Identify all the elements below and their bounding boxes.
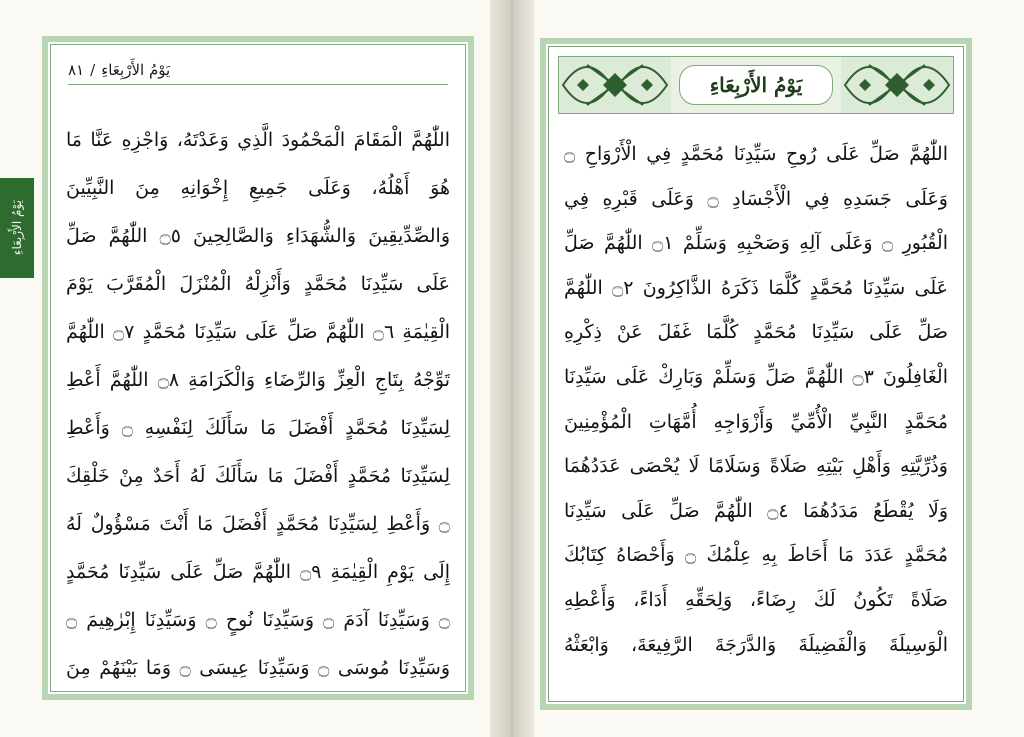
book-gutter: [490, 0, 534, 737]
text-line: صَلَاةً تَكُونُ لَكَ رِضَاءً، وَلِحَقِّهِ أَدَاءً، وَأَعْطِهِ: [564, 588, 948, 611]
running-head-separator: /: [90, 61, 96, 79]
right-page-text: [564, 132, 948, 667]
text-line: تَوِّجْهُ بِتَاجِ الْعِزِّ وَالرِّضَاءِ وَالْكَرَامَةِ ۝٨ اللّٰهُمَّ أَعْطِ: [66, 369, 450, 391]
right-page-frame: [540, 38, 972, 710]
text-line: اللّٰهُمَّ صَلِّ عَلَى رُوحِ سَيِّدِنَا مُحَمَّدٍ فِي الْأَرْوَاحِ ۝: [564, 143, 948, 165]
text-line: الْوَسِيلَةَ وَالْفَضِيلَةَ وَالدَّرَجَةَ الرَّفِيعَةَ، وَابْعَثْهُ: [564, 633, 948, 656]
side-thumb-tab[interactable]: [0, 178, 34, 278]
text-line: مُحَمَّدٍ النَّبِيِّ الْأُمِّيِّ وَأَزْوَاجِهِ أُمَّهَاتِ الْمُؤْمِنِينَ: [564, 410, 948, 433]
running-head: [68, 56, 448, 85]
text-line: مُحَمَّدٍ عَدَدَ مَا أَحَاطَ بِهِ عِلْمُكَ ۝ وَأَحْصَاهُ كِتَابُكَ: [564, 544, 948, 567]
text-line: الْقُبُورِ ۝ وَعَلَى آلِهِ وَصَحْبِهِ وَسَلِّمْ ۝١ اللّٰهُمَّ صَلِّ: [564, 232, 948, 255]
text-line: لِسَيِّدِنَا مُحَمَّدٍ أَفْضَلَ مَا سَأَلَكَ لَهُ أَحَدٌ مِنْ خَلْقِكَ: [66, 465, 450, 487]
text-line: اللّٰهُمَّ الْمَقَامَ الْمَحْمُودَ الَّذِي وَعَدْتَهُ، وَاجْزِهِ عَنَّا مَا: [66, 129, 450, 151]
left-page-frame: [42, 36, 474, 700]
side-tab-label: يَوْمُ الأَرْبِعَاءِ: [10, 200, 24, 256]
text-line: إِلَى يَوْمِ الْقِيٰمَةِ ۝٩ اللّٰهُمَّ صَلِّ عَلَى سَيِّدِنَا مُحَمَّدٍ: [66, 561, 450, 583]
text-line: الْقِيٰمَةِ ۝٦ اللّٰهُمَّ صَلِّ عَلَى سَيِّدِنَا مُحَمَّدٍ ۝٧ اللّٰهُمَّ: [66, 321, 450, 343]
text-line: عَلَى سَيِّدِنَا مُحَمَّدٍ كُلَّمَا ذَكَرَهُ الذَّاكِرُونَ ۝٢ اللّٰهُمَّ: [564, 276, 948, 299]
left-page: [0, 0, 490, 737]
text-line: وَالصِّدِّيقِينَ وَالشُّهَدَاءِ وَالصَّالِحِينَ ۝٥ اللّٰهُمَّ صَلِّ: [66, 225, 450, 247]
text-line: وَلَا يُقْطَعُ مَدَدُهُمَا ۝٤ اللّٰهُمَّ صَلِّ عَلَى سَيِّدِنَا: [564, 499, 948, 522]
running-head-title: يَوْمُ الأَرْبِعَاءِ: [101, 61, 171, 79]
chapter-title: يَوْمُ الأَرْبِعَاءِ: [679, 65, 833, 105]
text-line: لِسَيِّدِنَا مُحَمَّدٍ أَفْضَلَ مَا سَأَلَكَ لِنَفْسِهِ ۝ وَأَعْطِ: [66, 417, 450, 439]
ornament-right-icon: [841, 57, 953, 113]
text-line: وَسَيِّدِنَا مُوسَى ۝ وَسَيِّدِنَا عِيسَى ۝ وَمَا بَيْنَهُمْ مِنَ: [66, 657, 450, 679]
left-page-text: [66, 116, 450, 692]
text-line: ۝ وَسَيِّدِنَا آدَمَ ۝ وَسَيِّدِنَا نُوحٍ ۝ وَسَيِّدِنَا إِبْرٰهِيمَ ۝: [66, 609, 450, 631]
text-line: هُوَ أَهْلُهُ، وَعَلَى جَمِيعِ إِخْوَانِهِ مِنَ النَّبِيِّينَ: [66, 177, 450, 199]
ornament-left-icon: [559, 57, 671, 113]
chapter-banner: [558, 56, 954, 114]
text-line: وَعَلَى جَسَدِهِ فِي الْأَجْسَادِ ۝ وَعَلَى قَبْرِهِ فِي: [564, 187, 948, 210]
text-line: صَلِّ عَلَى سَيِّدِنَا مُحَمَّدٍ كُلَّمَا غَفَلَ عَنْ ذِكْرِهِ: [564, 321, 948, 344]
page-number: ٨١: [68, 61, 85, 79]
text-line: وَذُرِّيَّتِهِ وَأَهْلِ بَيْتِهِ صَلَاةً وَسَلَامًا لَا يُحْصَى عَدَدُهُمَا: [564, 455, 948, 478]
text-line: الْغَافِلُونَ ۝٣ اللّٰهُمَّ صَلِّ وَسَلِّمْ وَبَارِكْ عَلَى سَيِّدِنَا: [564, 365, 948, 388]
text-line: عَلَى سَيِّدِنَا مُحَمَّدٍ وَأَنْزِلْهُ الْمُنْزَلَ الْمُقَرَّبَ يَوْمَ: [66, 273, 450, 295]
text-line: ۝ وَأَعْطِ لِسَيِّدِنَا مُحَمَّدٍ أَفْضَلَ مَا أَنْتَ مَسْؤُولٌ لَهُ: [66, 513, 450, 535]
right-page: [534, 0, 1024, 737]
